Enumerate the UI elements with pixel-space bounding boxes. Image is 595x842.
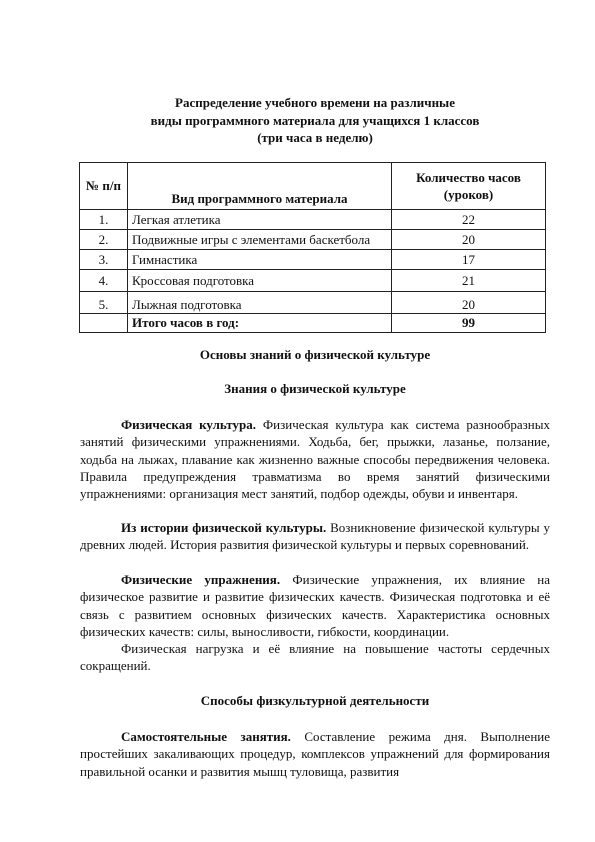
paragraph-lead: Физические упражнения. bbox=[121, 572, 281, 587]
section-heading: Основы знаний о физической культуре bbox=[199, 347, 431, 362]
total-hours: 99 bbox=[392, 314, 546, 333]
row-hours: 17 bbox=[392, 250, 546, 270]
row-number: 1. bbox=[80, 210, 128, 230]
row-number: 4. bbox=[80, 270, 128, 292]
table-row bbox=[80, 230, 546, 250]
header-number bbox=[80, 163, 128, 210]
paragraph-text: Физическая нагрузка и её влияние на повышение частоты сердечных сокращений. bbox=[80, 641, 550, 674]
row-material: Легкая атлетика bbox=[128, 210, 392, 230]
title-line-2: виды программного материала для учащихся 1 классов bbox=[150, 112, 480, 128]
row-material: Лыжная подготовка bbox=[128, 292, 392, 314]
table-row bbox=[80, 292, 546, 314]
row-material: Кроссовая подготовка bbox=[128, 270, 392, 292]
document-title bbox=[80, 94, 550, 147]
paragraph-text: Составление режима дня. Выполнение простейших закаливающих процедур, комплексов упражнений для формирования правильной осанки и развития мышц туловища, развития bbox=[80, 729, 551, 779]
table-total-row bbox=[80, 314, 546, 333]
row-material: Подвижные игры с элементами баскетбола bbox=[128, 230, 392, 250]
paragraph bbox=[80, 571, 550, 640]
table-row bbox=[80, 210, 546, 230]
row-number: 5. bbox=[80, 292, 128, 314]
row-hours: 20 bbox=[392, 230, 546, 250]
paragraph bbox=[80, 519, 550, 554]
table-row bbox=[80, 250, 546, 270]
paragraph bbox=[80, 416, 550, 502]
paragraph-lead: Самостоятельные занятия. bbox=[121, 729, 291, 744]
paragraph bbox=[80, 640, 550, 675]
total-number-cell bbox=[80, 314, 128, 333]
row-number: 2. bbox=[80, 230, 128, 250]
hours-distribution-table bbox=[79, 162, 546, 333]
paragraph-text: Физические упражнения, их влияние на физическое развитие и развитие физических качеств. Физическая подготовка и её связь с развитием основных физических качеств. Характеристика основных физических качеств: силы, выносливости, гибкости, координации. bbox=[80, 572, 550, 639]
header-hours-label: Количество часов (уроков) bbox=[416, 170, 521, 202]
paragraph-lead: Физическая культура. bbox=[121, 417, 256, 432]
total-label: Итого часов в год: bbox=[128, 314, 392, 333]
title-line-1: Распределение учебного времени на различные bbox=[175, 95, 455, 110]
paragraph-text: Возникновение физической культуры у древних людей. История развития физической культуры и первых соревнований. bbox=[80, 520, 550, 553]
paragraph bbox=[80, 728, 550, 780]
header-hours bbox=[392, 163, 546, 210]
paragraph-text: Физическая культура как система разнообразных занятий физическими упражнениями. Ходьба, бег, прыжки, лазанье, ползание, ходьба на лыжах, плавание как жизненно важные способы передвижения человека. Правила предупреждения травматизма во время занятий физическими упражнениями: организация мест занятий, подбор одежды, обуви и инвентаря. bbox=[80, 417, 550, 502]
paragraph-lead: Из истории физической культуры. bbox=[121, 520, 327, 535]
section-heading: Знания о физической культуре bbox=[224, 381, 406, 396]
title-line-3: (три часа в неделю) bbox=[257, 130, 373, 145]
table-row bbox=[80, 270, 546, 292]
row-material: Гимнастика bbox=[128, 250, 392, 270]
section-heading: Способы физкультурной деятельности bbox=[200, 693, 430, 708]
header-number-label: № п/п bbox=[86, 178, 121, 193]
row-hours: 22 bbox=[392, 210, 546, 230]
header-material: Вид программного материала bbox=[128, 163, 392, 210]
row-hours: 20 bbox=[392, 292, 546, 314]
table-header-row bbox=[80, 163, 546, 210]
row-hours: 21 bbox=[392, 270, 546, 292]
row-number: 3. bbox=[80, 250, 128, 270]
